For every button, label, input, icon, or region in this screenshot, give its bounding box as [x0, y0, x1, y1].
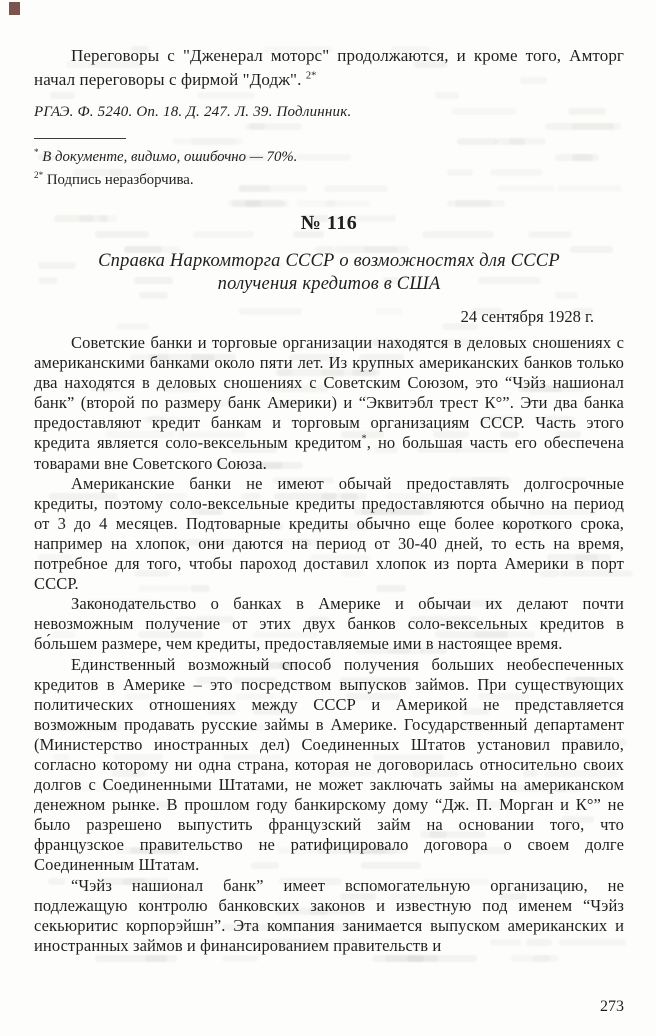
bleed-through-blob: [145, 955, 177, 962]
footnote-2-marker: 2*: [34, 170, 44, 181]
page-content: [34, 0, 624, 956]
body-paragraph-5: “Чэйз нашионал банк” имеет вспомогательную организацию, не подлежащую контролю банковских законов и известную под именем “Чэйз секьюритис корпорэйшн”. Эта компания занимается выпуском американских и иностранных займов и финансированием правительств и: [34, 875, 624, 955]
document-date: 24 сентября 1928 г.: [460, 307, 594, 326]
footnote-2: [34, 171, 624, 190]
footnote-separator-line: [34, 138, 126, 139]
archive-source-line: РГАЭ. Ф. 5240. Оп. 18. Д. 247. Л. 39. Подлинник.: [34, 104, 352, 120]
footnote-reference-2: 2*: [305, 69, 317, 81]
bleed-through-blob: [222, 955, 258, 962]
bleed-through-blob: [372, 955, 424, 962]
bleed-through-blob: [511, 955, 551, 962]
document-number-heading: № 116: [300, 212, 358, 234]
footnote-1-marker: *: [34, 147, 39, 158]
bleed-through-blob: [407, 955, 477, 962]
body-paragraph-1-continuation: , но большая часть его обеспечена товарами вне Советского Союза.: [34, 433, 624, 473]
body-paragraph-2: Американские банки не имеют обычай предоставлять долгосрочные кредиты, поэтому соло-вексельные кредиты предоставляются обычно на период от 3 до 4 месяцев. Подтоварные кредиты обычно еще более короткого срока, например на хлопок, они даются на период от 30-40 дней, то есть на время, потребное для того, чтобы пароход доставил хлопок из порта Америки в порт СССР.: [34, 473, 624, 594]
document-title-line-1: Справка Наркомторга СССР о возможностях для СССР: [98, 251, 560, 271]
scan-artifact-mark: [9, 2, 20, 15]
document-title-line-2: получения кредитов в США: [217, 274, 441, 294]
footnote-1-text: В документе, видимо, ошибочно — 70%.: [42, 149, 298, 165]
top-paragraph-text: Переговоры с "Дженерал моторс" продолжаются, и кроме того, Амторг начал переговоры с фирмой "Додж".: [34, 46, 624, 89]
bleed-through-blob: [385, 955, 438, 962]
page-number: 273: [600, 998, 624, 1015]
body-paragraph-1: [34, 333, 624, 474]
bleed-through-blob: [532, 955, 559, 962]
top-paragraph: [34, 0, 624, 91]
bleed-through-blob: [95, 955, 167, 962]
footnote-reference-1: *: [361, 433, 367, 445]
body-paragraph-1-text: Советские банки и торговые организации находятся в деловых сношениях с американскими банками около пяти лет. Из крупных американских банков только два находятся в деловых сношениях с Советским Союзом, это “Чэйз нашионал банк” (второй по размеру банк Америки) и “Эквитэбл трест К°”. Эти два банка предоставляют кредит банкам и торговым организациям СССР. Часть этого кредита является соло-вексельным кредитом: [34, 333, 624, 453]
document-title: [34, 250, 624, 296]
footnote-1: [34, 148, 624, 167]
footnote-2-text: Подпись неразборчива.: [46, 172, 194, 188]
body-paragraph-4: Единственный возможный способ получения больших необеспеченных кредитов в Америке – это посредством выпусков займов. При существующих политических отношениях между СССР и Америкой не представляется возможным продавать русские займы в Америке. Государственный департамент (Министерство иностранных дел) Соединенных Штатов установил правило, согласно которому ни одна страна, которая не договорилась относительно своих долгов с Соединенными Штатами, не может заключать займы на американском денежном рынке. В прошлом году банкирскому дому “Дж. П. Морган и К°” не было разрешено выпустить французский займ на основании того, что французское правительство не ратифицировало договора о своем долге Соединенным Штатам.: [34, 654, 624, 875]
body-paragraph-3: Законодательство о банках в Америке и обычаи их делают почти невозможным получение от этих двух банков соло-вексельных кредитов в бо́льшем размере, чем кредиты, предоставляемые ими в настоящее время.: [34, 594, 624, 654]
